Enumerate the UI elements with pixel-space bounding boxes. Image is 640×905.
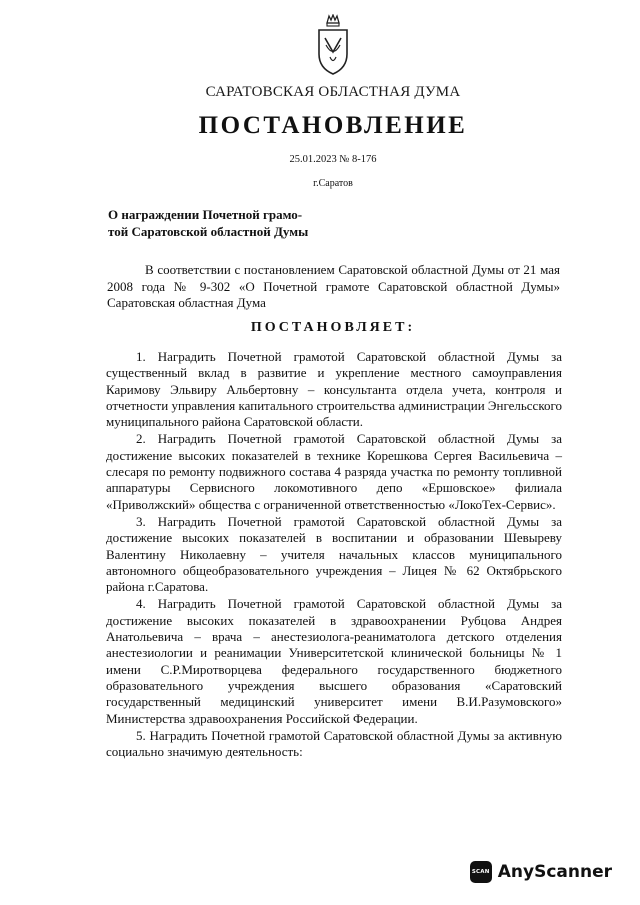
resolution-item: 5. Наградить Почетной грамотой Саратовской областной Думы за активную социально значимую деятельность:: [106, 727, 562, 760]
document-type-title: ПОСТАНОВЛЕНИЕ: [198, 112, 468, 139]
document-city: г.Саратов: [313, 178, 353, 189]
subject-line-2: той Саратовской областной Думы: [108, 224, 309, 239]
organization-name: САРАТОВСКАЯ ОБЛАСТНАЯ ДУМА: [205, 84, 461, 100]
resolution-item: 2. Наградить Почетной грамотой Саратовской областной Думы за достижение высоких показателей в технике Корешкова Сергея Васильевича – слесаря по ремонту подвижного состава 4 разряда участка по ремонту топливной аппаратуры Сервисного локомотивного депо «Ершовское» филиала «Приволжский» общества с ограниченной ответственностью «ЛокоТех-Сервис».: [106, 431, 562, 512]
resolution-item: 4. Наградить Почетной грамотой Саратовской областной Думы за достижение высоких показателей в здравоохранении Рубцова Андрея Анатольевича – врача – анестезиолога-реаниматолога детского отделения анестезиологии и реанимации Университетской клинической больницы № 1 имени С.Р.Миротворцева федерального государственного бюджетного образовательного учреждения высшего образования «Саратовский государственный медицинский университет имени В.И.Разумовского» Министерства здравоохранения Российской Федерации.: [106, 596, 562, 726]
subject-line-1: О награждении Почетной грамо-: [108, 207, 303, 222]
resolution-item: 3. Наградить Почетной грамотой Саратовской областной Думы за достижение высоких показателей в воспитании и образовании Шевыреву Валентину Николаевну – учителя начальных классов муниципального автономного общеобразовательного учреждения – Лицея № 62 Октябрьского района г.Саратова.: [106, 513, 562, 595]
document-subject: [108, 206, 338, 240]
resolves-heading: ПОСТАНОВЛЯЕТ:: [250, 320, 416, 335]
scan-badge-icon: SCAN: [470, 861, 492, 883]
document-date-number: 25.01.2023 № 8-176: [289, 154, 377, 165]
resolution-items: [106, 349, 562, 760]
watermark-text: AnyScanner: [497, 862, 612, 882]
coat-of-arms-icon: [314, 14, 352, 76]
scanner-watermark: [470, 859, 612, 885]
preamble-paragraph: В соответствии с постановлением Саратовской областной Думы от 21 мая 2008 года № 9-302 «О Почетной грамоте Саратовской областной Думы» Саратовская областная Дума: [107, 262, 560, 310]
resolution-item: 1. Наградить Почетной грамотой Саратовской областной Думы за существенный вклад в развитие и укрепление местного самоуправления Каримову Эльвиру Альбертовну – консультанта отдела учета, контроля и отчетности управления капитального строительства администрации Энгельсского муниципального района Саратовской области.: [106, 349, 562, 430]
